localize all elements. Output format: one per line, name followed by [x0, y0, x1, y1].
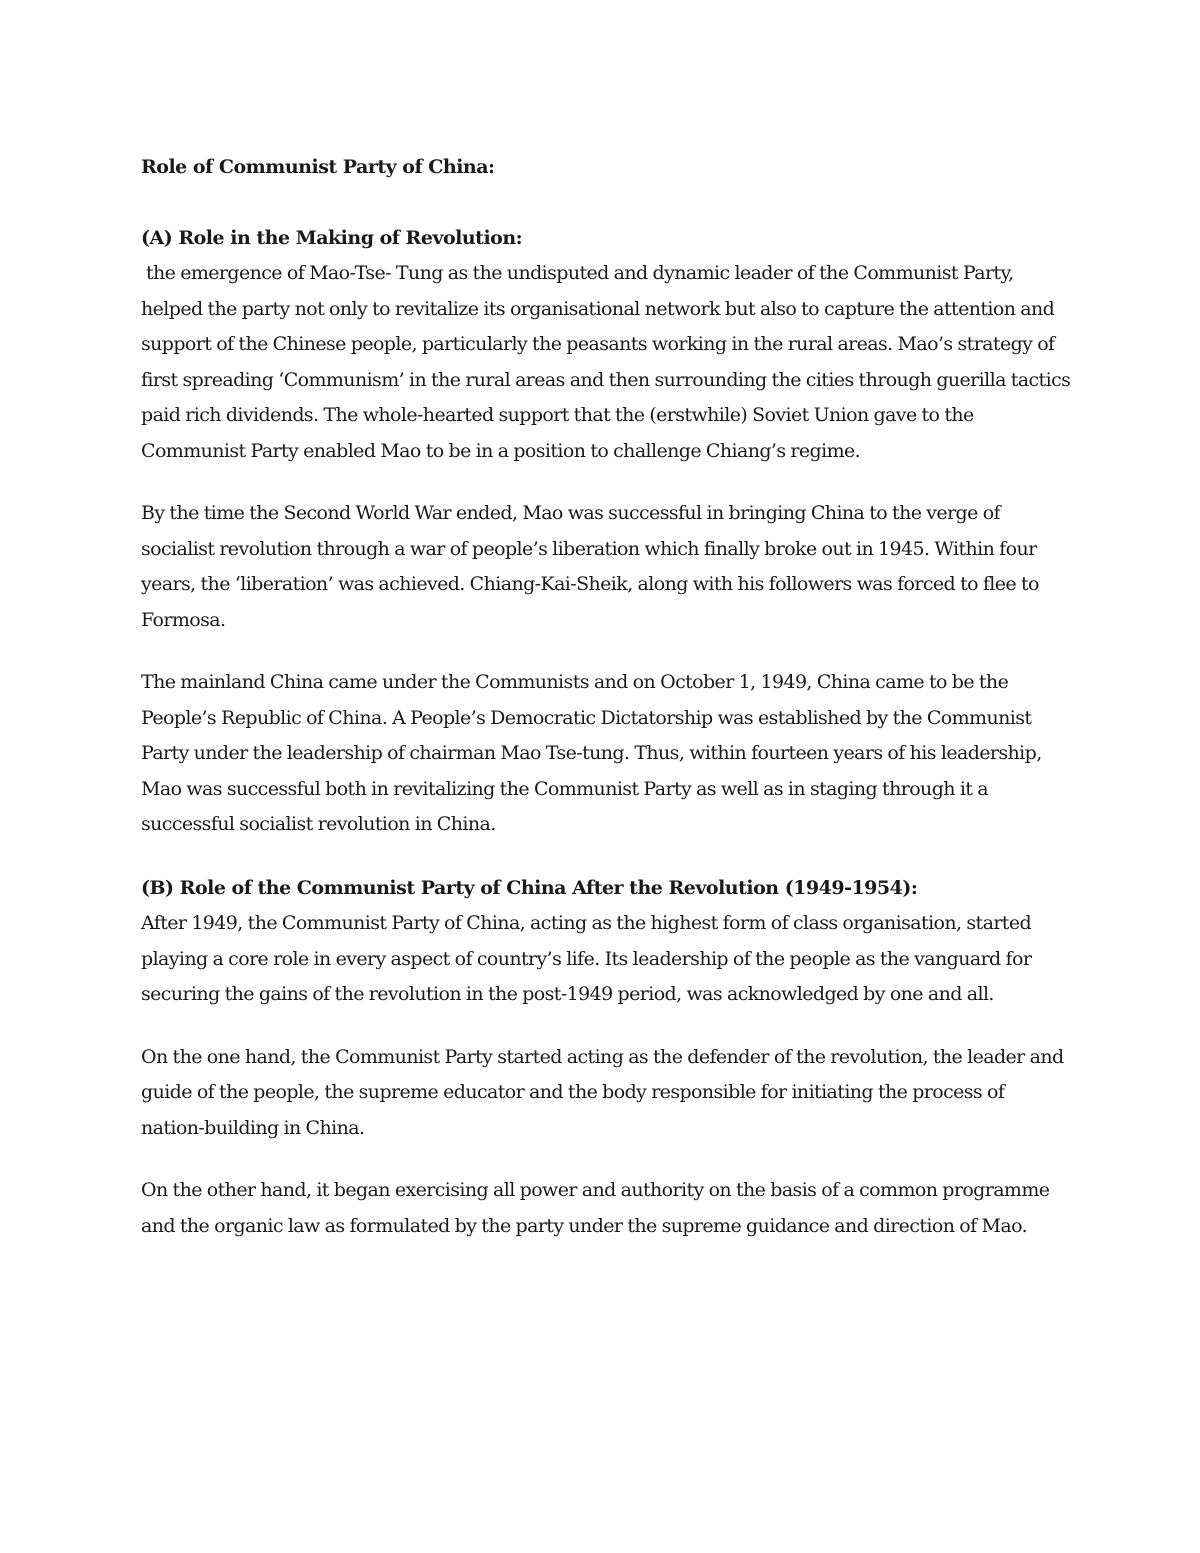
section-b-heading: (B) Role of the Communist Party of China After the Revolution (1949-1954): [141, 876, 918, 899]
section-a-paragraph-2: By the time the Second World War ended, Mao was successful in bringing China to the verge of socialist revolution through a war of people’s liberation which finally broke out in 1945. Within four years, the ‘liberation’ was achieved. Chiang-Kai-Sheik, along with his followers was forced to flee to Formosa. [141, 502, 1039, 631]
paragraph-gap [141, 1146, 1071, 1173]
section-gap [141, 843, 1071, 871]
paragraph-gap [141, 638, 1071, 665]
section-a-heading: (A) Role in the Making of Revolution: [141, 226, 523, 249]
section-a-paragraph-1: the emergence of Mao-Tse- Tung as the undisputed and dynamic leader of the Communist Party, helped the party not only to revitalize its organisational network but also to capture the attention and support of the Chinese people, particularly the peasants working in the rural areas. Mao’s strategy of first spreading ‘Communism’ in the rural areas and then surrounding the cities through guerilla tactics paid rich dividends. The whole-hearted support that the (erstwhile) Soviet Union gave to the Communist Party enabled Mao to be in a position to challenge Chiang’s regime. [141, 262, 1076, 462]
section-b-paragraph-2: On the one hand, the Communist Party started acting as the defender of the revolution, the leader and guide of the people, the supreme educator and the body responsible for initiating the process of nation-building in China. [141, 1045, 1064, 1139]
section-a-paragraph-3: The mainland China came under the Communists and on October 1, 1949, China came to be the People’s Republic of China. A People’s Democratic Dictatorship was established by the Communist Party under the leadership of chairman Mao Tse-tung. Thus, within fourteen years of his leadership, Mao was successful both in revitalizing the Communist Party as well as in staging through it a successful socialist revolution in China. [141, 671, 1042, 835]
document-title: Role of Communist Party of China: [141, 156, 495, 178]
section-b-paragraph-1: After 1949, the Communist Party of China, acting as the highest form of class organisation, started playing a core role in every aspect of country’s life. Its leadership of the people as the vanguard for securing the gains of the revolution in the post-1949 period, was acknowledged by one and all. [141, 912, 1032, 1005]
document-body [141, 150, 1076, 1244]
paragraph-gap [141, 469, 1071, 496]
paragraph-gap [141, 1013, 1071, 1040]
blank-line [141, 186, 1071, 221]
section-b-paragraph-3: On the other hand, it began exercising all power and authority on the basis of a common programme and the organic law as formulated by the party under the supreme guidance and direction of Mao. [141, 1179, 1050, 1237]
